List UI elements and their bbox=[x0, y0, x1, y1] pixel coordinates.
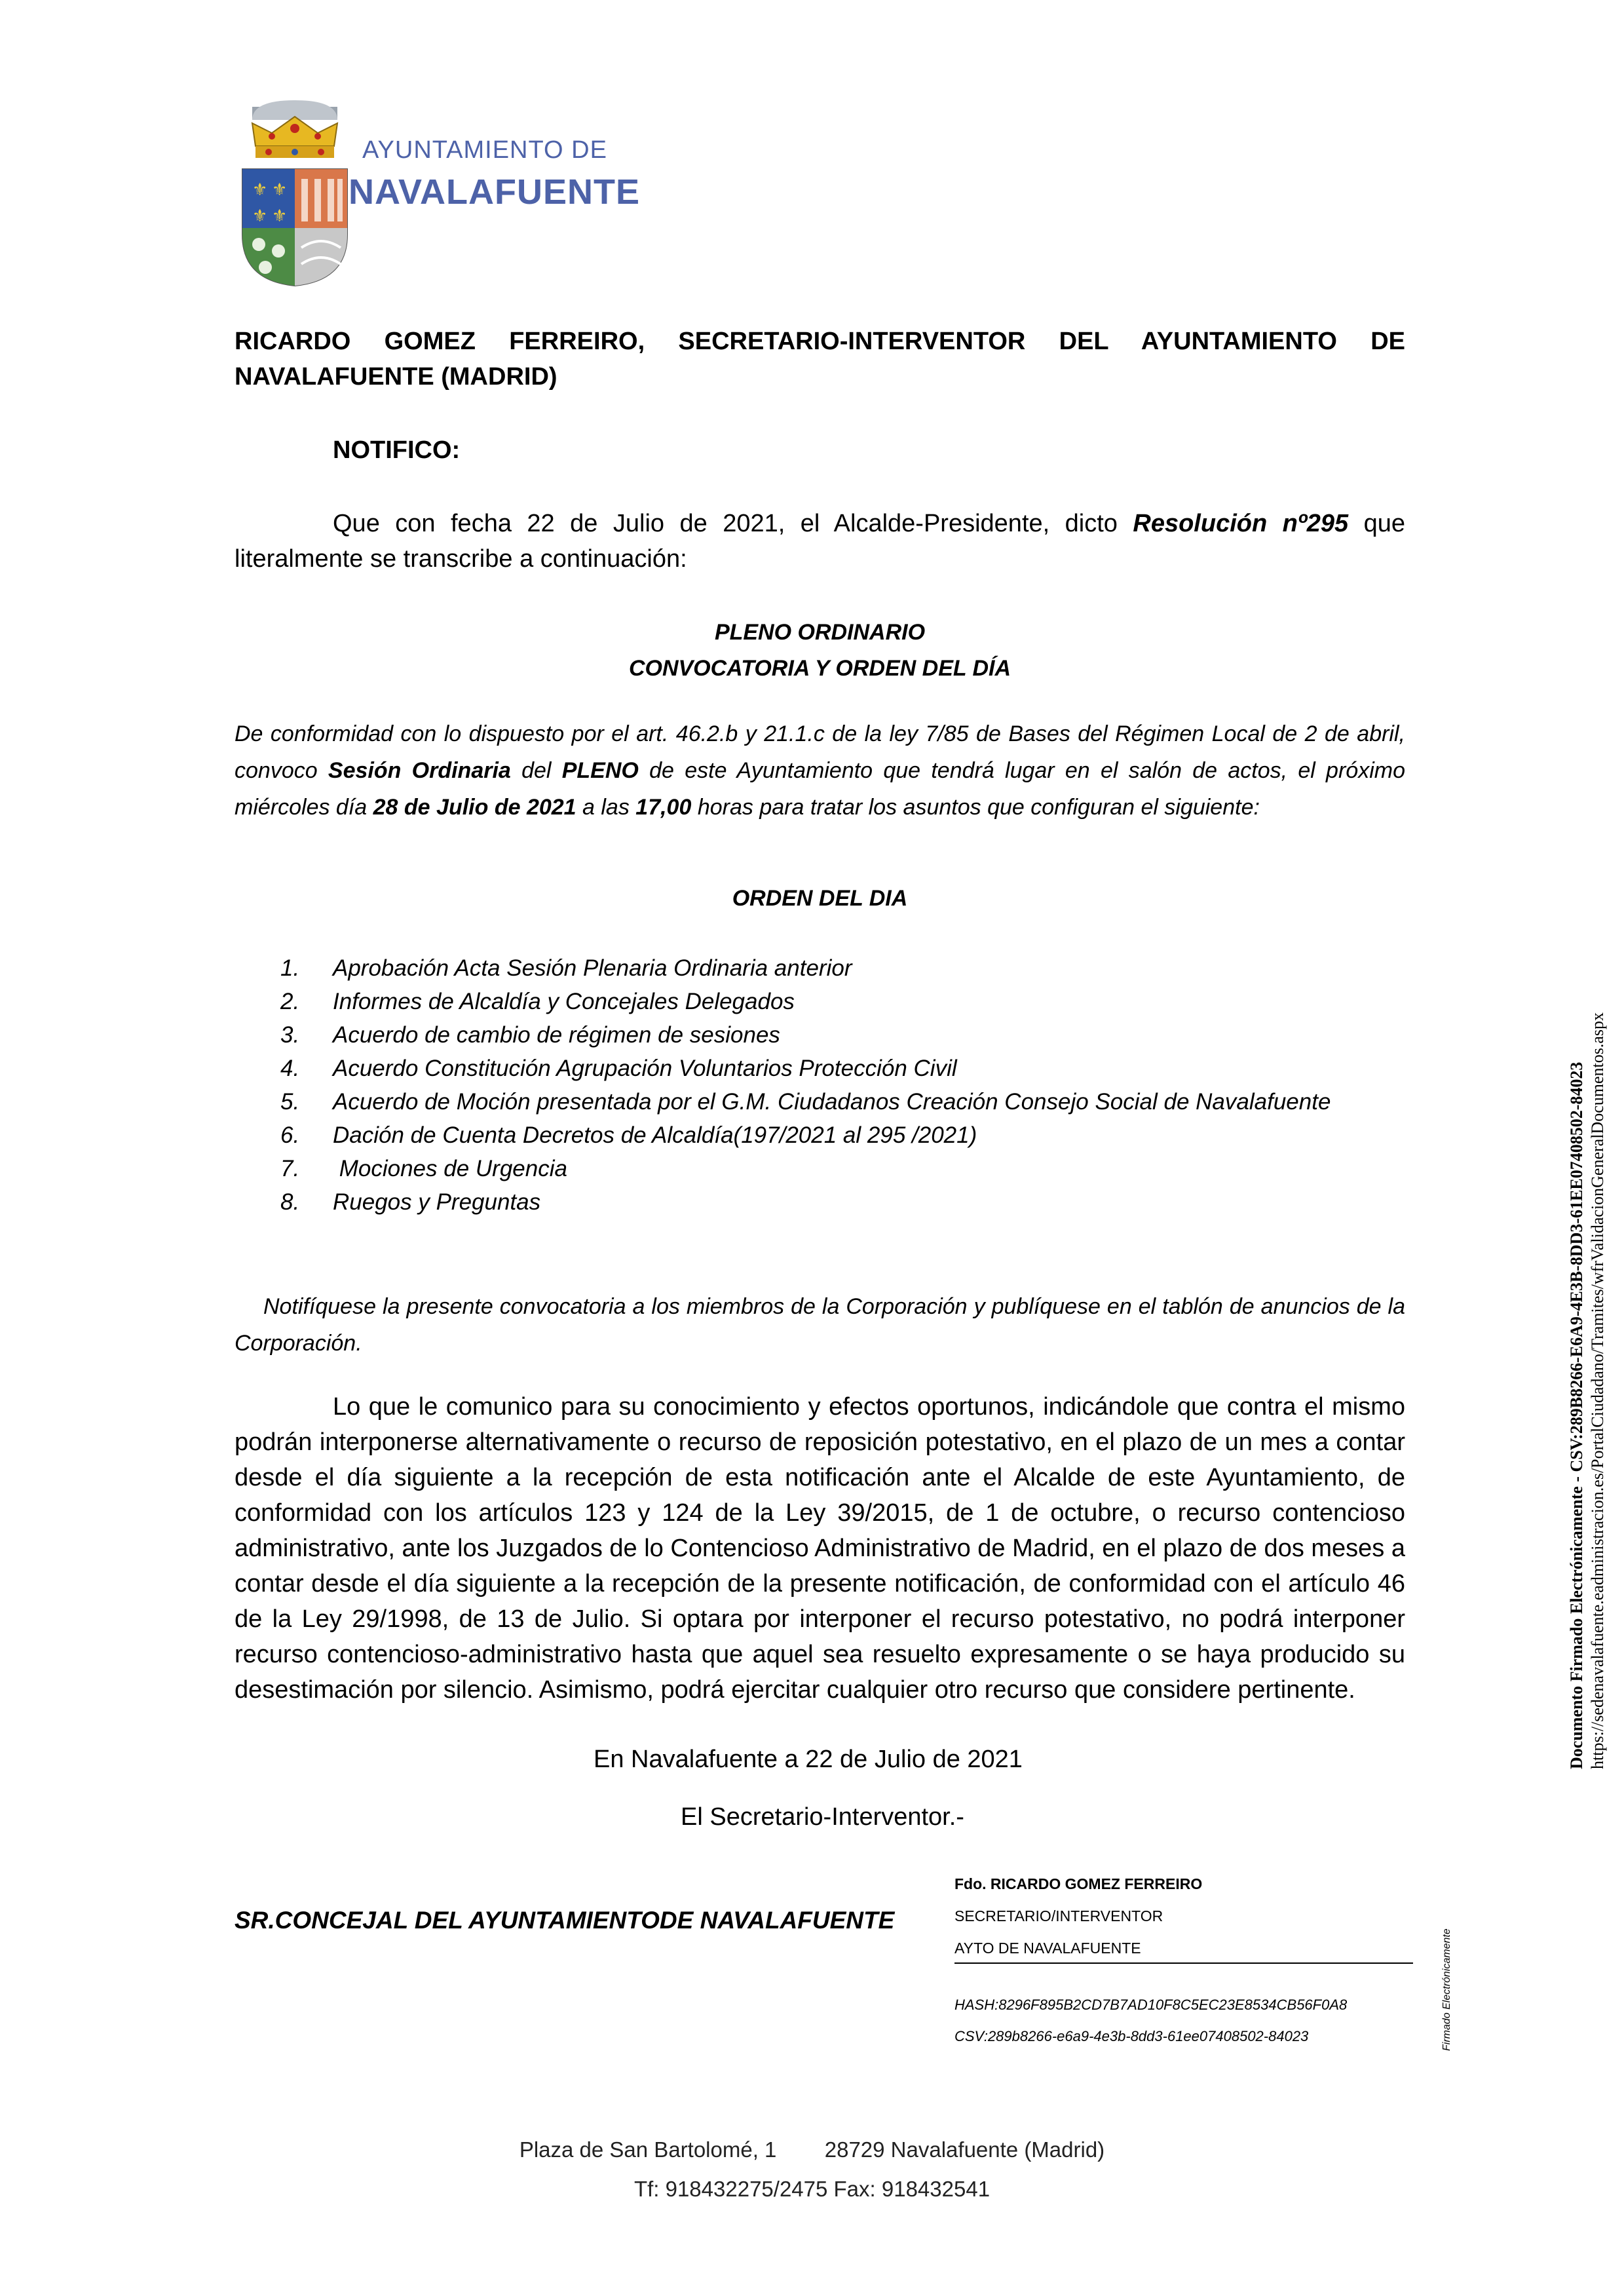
agenda-item bbox=[280, 1085, 1331, 1119]
margen-csv-line: Documento Firmado Electrónicamente - CSV:289B8266-E6A9-4E3B-8DD3-61EE07408502-84023 bbox=[1567, 1062, 1586, 1769]
conv-text-2: del bbox=[510, 758, 562, 783]
notifiquese-paragraph: Notifíquese la presente convocatoria a los miembros de la Corporación y publíquese en el tablón de anuncios de la Corporación. bbox=[235, 1294, 1405, 1356]
agenda-item bbox=[280, 1052, 1331, 1085]
conv-text-5: horas para tratar los asuntos que configuran el siguiente: bbox=[691, 795, 1260, 820]
header-ayuntamiento-label: AYUNTAMIENTO DE bbox=[362, 136, 607, 164]
conv-text-3: de este Ayuntamiento que tendrá lugar en el salón de actos, el próximo miércoles día bbox=[235, 758, 1405, 820]
document-heading: RICARDO GOMEZ FERREIRO, SECRETARIO-INTERVENTOR DEL AYUNTAMIENTO DE NAVALAFUENTE (MADRID) bbox=[235, 328, 1405, 391]
svg-text:⚜: ⚜ bbox=[272, 180, 288, 199]
agenda-text: Acuerdo de Moción presentada por el G.M. Ciudadanos Creación Consejo Social de Navalafuente bbox=[333, 1089, 1331, 1115]
agenda-text: Ruegos y Preguntas bbox=[333, 1189, 541, 1215]
agenda-number: 4. bbox=[280, 1056, 300, 1081]
convocatoria-paragraph bbox=[235, 716, 1405, 826]
conv-bold-sesion: Sesión Ordinaria bbox=[328, 758, 511, 783]
margen-url-line[interactable]: https://sedenavalafuente.eadministracion.es/PortalCiudadano/Tramites/wfrValidacionGeneralDocumentos.aspx bbox=[1588, 1012, 1607, 1769]
agenda-item bbox=[280, 951, 1331, 985]
conv-bold-pleno: PLENO bbox=[561, 758, 639, 783]
sello-firmado-electronicamente bbox=[1441, 1894, 1456, 2051]
agenda-text: Mociones de Urgencia bbox=[333, 1156, 567, 1181]
agenda-item bbox=[280, 1018, 1331, 1052]
conv-text-1: De conformidad con lo dispuesto por el art. 46.2.b y 21.1.c de la ley 7/85 de Bases del Régimen Local de 2 de abril, convoco bbox=[235, 721, 1405, 783]
agenda-text: Dación de Cuenta Decretos de Alcaldía(197/2021 al 295 /2021) bbox=[333, 1122, 977, 1148]
intro-paragraph bbox=[235, 506, 1405, 577]
intro-text-after: que literalmente se transcribe a continuación: bbox=[235, 510, 1405, 573]
firmante-cargo: El Secretario-Interventor.- bbox=[681, 1803, 964, 1831]
firma-divider bbox=[954, 1962, 1413, 1964]
intro-text-before: Que con fecha 22 de Julio de 2021, el Alcalde-Presidente, dicto bbox=[333, 510, 1133, 537]
firma-entidad: AYTO DE NAVALAFUENTE bbox=[954, 1940, 1141, 1957]
agenda-number: 1. bbox=[280, 955, 300, 981]
agenda-item bbox=[280, 1119, 1331, 1152]
sello-text: Firmado Electrónicamente bbox=[1441, 1928, 1452, 2051]
header-municipality-name: NAVALAFUENTE bbox=[349, 172, 640, 212]
agenda-text: Aprobación Acta Sesión Plenaria Ordinaria anterior bbox=[333, 955, 852, 981]
agenda-item bbox=[280, 1185, 1331, 1219]
title-line-1: PLENO ORDINARIO bbox=[714, 620, 926, 645]
svg-text:⚜: ⚜ bbox=[252, 180, 268, 199]
agenda-item bbox=[280, 1152, 1331, 1185]
agenda-text: Acuerdo Constitución Agrupación Voluntarios Protección Civil bbox=[333, 1056, 957, 1081]
conv-bold-hora: 17,00 bbox=[635, 795, 692, 820]
margen-validacion bbox=[1567, 904, 1613, 1769]
agenda-number: 5. bbox=[280, 1089, 300, 1115]
resolucion-number: Resolución nº295 bbox=[1133, 510, 1349, 537]
footer-telefonos: Tf: 918432275/2475 Fax: 918432541 bbox=[633, 2177, 991, 2201]
agenda-number: 8. bbox=[280, 1189, 300, 1215]
notifico-label: NOTIFICO: bbox=[333, 436, 461, 464]
agenda-text: Acuerdo de cambio de régimen de sesiones bbox=[333, 1022, 780, 1048]
destinatario: SR.CONCEJAL DEL AYUNTAMIENTODE NAVALAFUENTE bbox=[235, 1907, 895, 1934]
conv-bold-fecha: 28 de Julio de 2021 bbox=[373, 795, 576, 820]
convocatoria-title bbox=[235, 615, 1405, 687]
agenda-number: 2. bbox=[280, 989, 300, 1014]
agenda-number: 7. bbox=[280, 1156, 300, 1181]
svg-text:⚜: ⚜ bbox=[252, 206, 268, 225]
firma-electronica-block bbox=[954, 1875, 1413, 2045]
recursos-paragraph: Lo que le comunico para su conocimiento y efectos oportunos, indicándole que contra el mismo podrán interponerse alternativamente o recurso de reposición potestativo, en el plazo de un mes a contar desde el día siguiente a la recepción de esta notificación ante el Alcalde de este Ayuntamiento, de conformidad con los artículos 123 y 124 de la Ley 39/2015, de 1 de octubre, o recurso contencioso administrativo, ante los Juzgados de lo Contencioso Administrativo de Madrid, en el plazo de dos meses a contar desde el día siguiente a la recepción de la presente notificación, de conformidad con el artículo 46 de la Ley 29/1998, de 13 de Julio. Si optara por interponer el recurso potestativo, no podrá interponer recurso contencioso-administrativo hasta que aquel sea resuelto expresamente o se haya producido su desestimación por silencio. Asimismo, podrá ejercitar cualquier otro recurso que considere pertinente. bbox=[235, 1393, 1405, 1704]
conv-text-4: a las bbox=[576, 795, 636, 820]
agenda-text: Informes de Alcaldía y Concejales Delegados bbox=[333, 989, 795, 1014]
firma-hash: HASH:8296F895B2CD7B7AD10F8C5EC23E8534CB56F0A8 bbox=[954, 1997, 1348, 2013]
agenda-list bbox=[280, 951, 1331, 1219]
firma-csv: CSV:289b8266-e6a9-4e3b-8dd3-61ee07408502-84023 bbox=[954, 2028, 1309, 2044]
agenda-number: 3. bbox=[280, 1022, 300, 1048]
agenda-number: 6. bbox=[280, 1122, 300, 1148]
firma-cargo: SECRETARIO/INTERVENTOR bbox=[954, 1907, 1163, 1924]
title-line-2: CONVOCATORIA Y ORDEN DEL DÍA bbox=[628, 656, 1011, 681]
svg-text:⚜: ⚜ bbox=[272, 206, 288, 225]
municipal-coat-of-arms bbox=[239, 97, 350, 287]
agenda-item bbox=[280, 985, 1331, 1018]
lugar-fecha: En Navalafuente a 22 de Julio de 2021 bbox=[594, 1746, 1023, 1773]
firma-nombre: Fdo. RICARDO GOMEZ FERREIRO bbox=[954, 1875, 1203, 1892]
footer-direccion: Plaza de San Bartolomé, 1 28729 Navalafuente (Madrid) bbox=[519, 2137, 1105, 2162]
orden-del-dia-title: ORDEN DEL DIA bbox=[732, 886, 908, 911]
